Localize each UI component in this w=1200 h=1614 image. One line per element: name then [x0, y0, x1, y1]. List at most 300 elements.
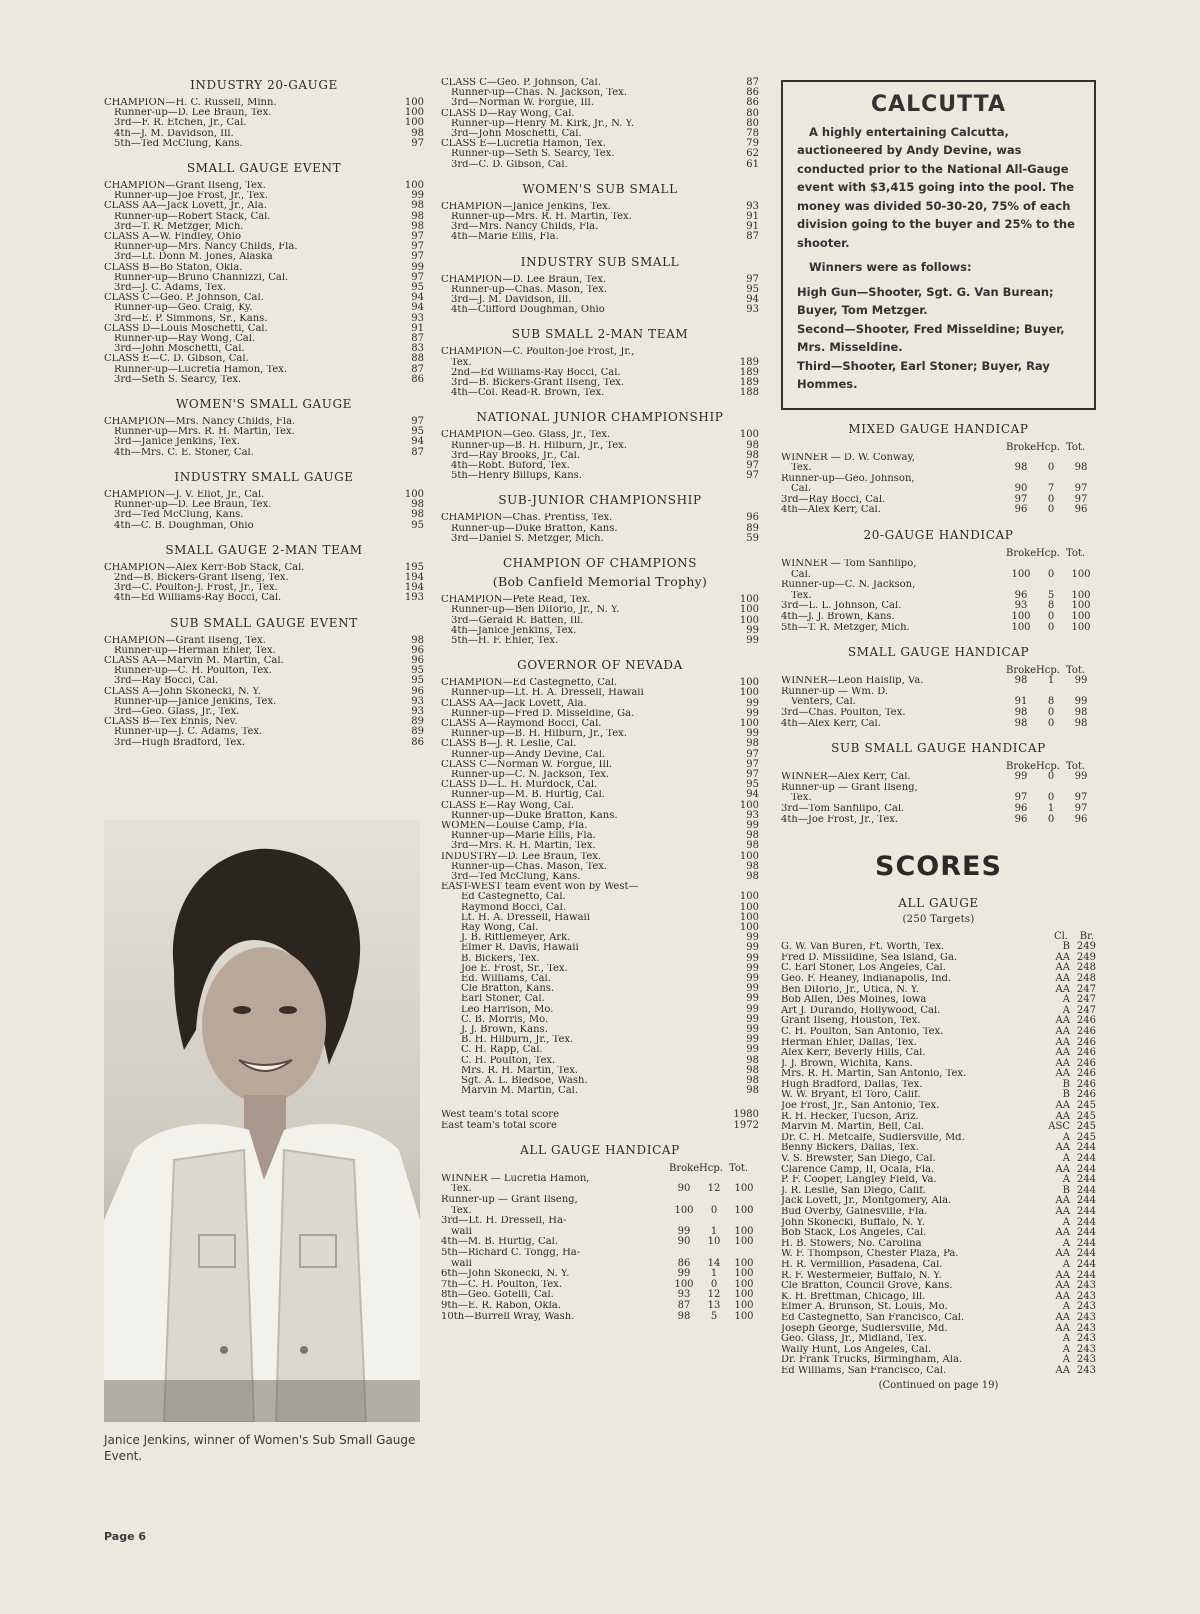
result-name: CLASS AA—Jack Lovett, Jr., Ala. [104, 201, 267, 212]
result-row [441, 232, 759, 242]
handicap-value: 100 [1011, 611, 1031, 623]
result-score: 98 [411, 499, 424, 511]
result-name: 2nd—B. Bickers-Grant Ilseng, Tex. [114, 572, 289, 583]
score-broke: 243 [1076, 1311, 1096, 1323]
result-score: 97 [411, 251, 424, 263]
score-name: J. J. Brown, Wichita, Kans. [781, 1058, 913, 1069]
result-name: EAST-WEST team event won by West— [441, 882, 639, 893]
result-row [104, 437, 424, 447]
result-row [441, 954, 759, 964]
result-row [104, 212, 424, 222]
result-row [441, 964, 759, 974]
result-name: Runner-up—Mrs. R. H. Martin, Tex. [451, 212, 632, 223]
result-score: 87 [411, 446, 424, 458]
result-row [441, 831, 759, 841]
score-class: A [1062, 994, 1070, 1006]
result-score: 87 [746, 77, 759, 88]
handicap-row [781, 804, 1096, 815]
handicap-value: 100 [734, 1310, 754, 1322]
result-row [441, 790, 759, 800]
score-class: AA [1055, 1142, 1070, 1154]
result-row [104, 263, 424, 273]
result-score: 94 [746, 294, 759, 306]
handicap-value: 100 [674, 1204, 694, 1216]
result-row [104, 293, 424, 303]
handicap-value: 0 [1047, 771, 1055, 783]
result-row [441, 923, 759, 933]
handicap-value: 97 [1074, 792, 1088, 804]
score-broke: 244 [1076, 1184, 1096, 1196]
result-name: C. B. Morris, Mo. [461, 1014, 549, 1025]
score-name: V. S. Brewster, San Diego, Cal. [781, 1154, 936, 1165]
score-row [781, 1281, 1096, 1292]
result-score: 97 [746, 768, 759, 780]
score-name: H. R. Vermillion, Pasadena, Cal. [781, 1259, 943, 1270]
score-name: Elmer A. Brunson, St. Louis, Mo. [781, 1302, 948, 1313]
handicap-value: 99 [1014, 771, 1028, 783]
result-row [441, 605, 759, 615]
result-row [441, 524, 759, 534]
handicap-name: 3rd—Lt. H. Dressell, Ha- [441, 1216, 567, 1227]
section-heading: SMALL GAUGE EVENT [186, 161, 342, 176]
score-row [781, 985, 1096, 996]
score-row [781, 1080, 1096, 1091]
result-score: 97 [411, 137, 424, 149]
calcutta-line-2: Second—Shooter, Fred Misseldine; Buyer, Mrs. Misseldine. [797, 321, 1065, 354]
score-broke: 244 [1076, 1258, 1096, 1270]
scores-subtitle: ALL GAUGE [898, 896, 979, 911]
result-score: 99 [746, 1024, 759, 1036]
result-row [441, 275, 759, 285]
handicap-name: 3rd—Chas. Poulton, Tex. [781, 708, 906, 718]
handicap-value: 98 [677, 1310, 691, 1322]
handicap-name: 4th—M. B. Hurtig, Cal. [441, 1237, 559, 1248]
score-broke: 243 [1076, 1343, 1096, 1355]
handicap-value: 0 [1047, 792, 1055, 804]
handicap-heading: ALL GAUGE HANDICAP [520, 1142, 680, 1157]
result-name: CHAMPION—H. C. Russell, Minn. [104, 98, 277, 108]
score-name: W. W. Bryant, El Toro, Calif. [781, 1090, 921, 1101]
handicap-name: WINNER — Lucretia Hamon, [441, 1173, 590, 1184]
handicap-value: 97 [1074, 493, 1088, 505]
handicap-name: Runner-up—Geo. Johnson, [781, 473, 915, 484]
result-name: 3rd—C. Poulton-J. Frost, Jr., Tex. [114, 583, 278, 594]
score-name: Bob Allen, Des Moines, Iowa [781, 995, 927, 1006]
score-class: AA [1055, 1364, 1070, 1376]
result-score: 100 [404, 117, 424, 129]
score-class: AA [1055, 1047, 1070, 1059]
result-name: Runner-up—M. B. Hurtig, Cal. [451, 790, 605, 801]
result-name: 3rd—J. M. Davidson, Ill. [451, 295, 572, 306]
handicap-name: waii [451, 1258, 472, 1269]
result-name: 3rd—C. D. Gibson, Cal. [451, 159, 568, 170]
score-name: K. H. Brettman, Chicago, Ill. [781, 1291, 926, 1302]
score-row [781, 1186, 1096, 1197]
result-name: Ed Castegnetto, Cal. [461, 892, 566, 903]
handicap-value [699, 1248, 729, 1259]
score-row [781, 1016, 1096, 1027]
result-name: 3rd—T. R. Metzger, Mich. [114, 221, 244, 232]
result-row [441, 1086, 759, 1096]
handicap-value: 100 [674, 1278, 694, 1290]
result-name: Runner-up—Chas. Mason, Tex. [451, 284, 608, 295]
result-row [441, 534, 759, 544]
result-name: CLASS D—Louis Moschetti, Cal. [104, 323, 268, 334]
result-name: Runner-up—Duke Bratton, Kans. [451, 810, 618, 821]
score-broke: 247 [1076, 983, 1096, 995]
result-name: 5th—Ted McClung, Kans. [114, 138, 243, 149]
scores-list [781, 942, 1096, 1376]
handicap-name: Runner-up — Wm. D. [781, 686, 889, 697]
result-row [104, 314, 424, 324]
score-name: John Skonecki, Buffalo, N. Y. [781, 1217, 925, 1228]
score-broke: 244 [1076, 1227, 1096, 1239]
result-row [441, 461, 759, 471]
handicap-sections [781, 422, 1096, 826]
calcutta-paragraph: A highly entertaining Calcutta, auctioneered by Andy Devine, was conducted prior to the National All-Gauge event with $3,415 going into the pool. The money was divided 50-30-20, 75% of each division going to the buyer and 25% to the shooter. [797, 124, 1075, 250]
result-score: 94 [411, 292, 424, 304]
result-name: J. B. Rittlemeyer, Ark. [461, 933, 571, 944]
score-broke: 243 [1076, 1322, 1096, 1334]
handicap-row [441, 1184, 759, 1195]
score-name: R. F. Westermeier, Buffalo, N. Y. [781, 1270, 942, 1281]
handicap-value: 90 [677, 1183, 691, 1195]
handicap-value: 14 [707, 1257, 721, 1269]
handicap-column-header [781, 442, 1096, 453]
score-broke: 246 [1076, 1025, 1096, 1037]
handicap-col-label: Broke [1006, 761, 1037, 773]
handicap-value: 93 [1014, 600, 1028, 612]
score-class: AA [1055, 1206, 1070, 1217]
handicap-value: 8 [1047, 696, 1055, 708]
result-row [441, 903, 759, 913]
score-name: Herman Ehler, Dallas, Tex. [781, 1037, 917, 1048]
score-class: AA [1055, 962, 1070, 974]
handicap-name: 3rd—Tom Sanfilipo, Cal. [781, 803, 905, 814]
result-row [441, 636, 759, 646]
result-row [104, 427, 424, 437]
result-name: CHAMPION—C. Poulton-Joe Frost, Jr., [441, 347, 635, 358]
handicap-name: 8th—Geo. Gotelli, Cal. [441, 1290, 554, 1301]
handicap-name: 7th—C. H. Poulton, Tex. [441, 1279, 563, 1290]
handicap-value [669, 1248, 699, 1259]
result-row [441, 471, 759, 481]
score-broke: 249 [1076, 941, 1096, 953]
score-name: G. W. Van Buren, Ft. Worth, Tex. [781, 942, 945, 953]
score-broke: 246 [1076, 1036, 1096, 1048]
team-total-score: 1980 [733, 1109, 759, 1121]
handicap-value: 10 [707, 1236, 721, 1248]
result-row [441, 441, 759, 451]
scores-title: SCORES [875, 851, 1002, 883]
result-score: 98 [746, 439, 759, 451]
score-broke: 248 [1076, 962, 1096, 974]
score-class: A [1062, 1004, 1070, 1016]
result-score: 96 [411, 685, 424, 697]
result-name: 4th—J. M. Davidson, Ill. [114, 128, 234, 139]
handicap-value: 100 [734, 1299, 754, 1311]
score-class: A [1062, 1153, 1070, 1165]
handicap-name: 9th—E. R. Rabon, Okla. [441, 1300, 561, 1311]
handicap-value: 97 [1074, 802, 1088, 814]
handicap-col-label: Hcp. [1036, 548, 1060, 560]
result-name: Runner-up—Seth S. Searcy, Tex. [451, 149, 615, 160]
handicap-name: Tex. [451, 1205, 472, 1216]
result-name: Sgt. A. L. Bledsoe, Wash. [461, 1076, 588, 1087]
score-row [781, 1366, 1096, 1377]
score-class: AA [1055, 1248, 1070, 1260]
score-class: A [1062, 1131, 1070, 1143]
scores-col-class: Cl. [1053, 931, 1068, 943]
result-name: Leo Harrison, Mo. [461, 1004, 554, 1015]
handicap-col-label: Hcp. [1036, 761, 1060, 773]
result-score: 98 [411, 127, 424, 139]
score-broke: 247 [1076, 994, 1096, 1006]
score-row [781, 1101, 1096, 1112]
result-score: 189 [739, 366, 759, 378]
score-row [781, 1271, 1096, 1282]
handicap-row [441, 1237, 759, 1248]
score-broke: 244 [1076, 1153, 1096, 1165]
calcutta-winners-intro: Winners were as follows: [809, 260, 972, 274]
result-score: 98 [411, 509, 424, 521]
result-name: 3rd—Daniel S. Metzger, Mich. [451, 533, 604, 544]
score-row [781, 1133, 1096, 1144]
result-score: 98 [746, 1075, 759, 1087]
result-name: CHAMPION—Grant Ilseng, Tex. [104, 181, 266, 192]
result-score: 100 [739, 901, 759, 913]
result-row [441, 295, 759, 305]
handicap-value: 96 [1074, 504, 1088, 516]
handicap-name: 4th—Joe Frost, Jr., Tex. [781, 814, 899, 825]
handicap-value: 100 [1071, 589, 1091, 601]
score-broke: 244 [1076, 1142, 1096, 1154]
result-score: 91 [411, 322, 424, 334]
handicap-value: 100 [1071, 568, 1091, 580]
score-row [781, 1207, 1096, 1218]
result-score: 98 [746, 830, 759, 842]
score-broke: 249 [1076, 951, 1096, 963]
result-name: CHAMPION—J. V. Eliot, Jr., Cal. [104, 489, 265, 500]
score-row [781, 1006, 1096, 1017]
handicap-value: 5 [710, 1310, 718, 1322]
result-name: 3rd—John Moschetti, Cal. [114, 344, 245, 355]
score-name: Bud Overby, Gainesville, Fla. [781, 1207, 928, 1217]
page-number: Page 6 [104, 1530, 147, 1543]
handicap-col-label: Tot. [1066, 548, 1086, 560]
handicap-value: 1 [710, 1268, 718, 1280]
handicap-name: WINNER—Alex Kerr, Cal. [781, 772, 911, 783]
handicap-value: 96 [1074, 813, 1088, 825]
handicap-column-header [441, 1163, 759, 1174]
result-row [104, 448, 424, 458]
result-score: 189 [739, 377, 759, 389]
result-row [104, 646, 424, 656]
result-score: 93 [746, 200, 759, 212]
score-class: ASC [1048, 1121, 1070, 1133]
handicap-value: 96 [1014, 504, 1028, 516]
result-name: CHAMPION—Alex Kerr-Bob Stack, Cal. [104, 562, 305, 573]
handicap-value: 98 [1014, 675, 1028, 687]
column-b [441, 78, 759, 1322]
score-class: AA [1055, 1057, 1070, 1069]
column-a [104, 78, 424, 748]
score-class: AA [1055, 1280, 1070, 1292]
handicap-value: 98 [1074, 462, 1088, 474]
score-broke: 243 [1076, 1280, 1096, 1292]
handicap-row [441, 1248, 759, 1259]
handicap-heading: 20-GAUGE HANDICAP [863, 528, 1014, 543]
result-name: 3rd—J. C. Adams, Tex. [114, 283, 226, 294]
portrait-image [104, 820, 420, 1422]
handicap-name: waii [451, 1226, 472, 1237]
result-score: 98 [746, 1054, 759, 1066]
handicap-value: 12 [707, 1183, 721, 1195]
score-class: AA [1055, 1036, 1070, 1048]
result-score: 100 [739, 717, 759, 729]
score-name: Mrs. R. H. Martin, San Antonio, Tex. [781, 1069, 967, 1080]
score-name: Clarence Camp, II, Ocala, Fla. [781, 1164, 935, 1175]
score-row [781, 953, 1096, 964]
handicap-name: Venters, Cal. [791, 697, 856, 708]
result-name: 3rd—Ray Brooks, Jr., Cal. [451, 450, 581, 461]
score-class: AA [1055, 1311, 1070, 1323]
result-name: Marvin M. Martin, Cal. [461, 1086, 579, 1097]
result-name: J. J. Brown, Kans. [461, 1025, 548, 1036]
result-row [104, 583, 424, 593]
result-score: 59 [746, 532, 759, 544]
score-row [781, 1334, 1096, 1345]
result-row [441, 913, 759, 923]
score-broke: 246 [1076, 1015, 1096, 1027]
result-name: 3rd—Norman W. Forgue, Ill. [451, 98, 594, 109]
result-row [441, 1035, 759, 1045]
result-name: Runner-up—D. Lee Braun, Tex. [114, 108, 272, 119]
result-name: Runner-up—Chas. Mason, Tex. [451, 861, 608, 872]
result-name: 3rd—Ray Bocci, Cal. [114, 676, 219, 687]
handicap-name: 4th—J. J. Brown, Kans. [781, 612, 895, 623]
handicap-name: 10th—Burrell Wray, Wash. [441, 1311, 575, 1322]
result-name: C. H. Rapp, Cal. [461, 1045, 543, 1056]
result-row [104, 593, 424, 603]
result-score: 95 [746, 779, 759, 791]
result-row [441, 688, 759, 698]
result-row [104, 573, 424, 583]
result-name: CLASS C—Geo. P. Johnson, Cal. [104, 293, 264, 304]
result-row [441, 678, 759, 688]
handicap-value: 100 [734, 1204, 754, 1216]
score-row [781, 1324, 1096, 1335]
result-score: 86 [746, 87, 759, 99]
result-row [441, 892, 759, 902]
result-row [104, 707, 424, 717]
handicap-heading: MIXED GAUGE HANDICAP [848, 421, 1029, 436]
result-name: CLASS C—Geo. P. Johnson, Cal. [441, 78, 601, 88]
result-score: 99 [746, 697, 759, 709]
score-row [781, 974, 1096, 985]
result-name: Runner-up—Ray Wong, Cal. [114, 334, 256, 345]
result-score: 87 [411, 333, 424, 345]
result-name: Runner-up—Henry M. Kirk, Jr., N. Y. [451, 118, 635, 129]
result-name: 3rd—Mrs. Nancy Childs, Fla. [451, 222, 599, 233]
result-row [104, 738, 424, 748]
score-name: Alex Kerr, Beverly Hills, Cal. [781, 1048, 926, 1059]
result-score: 100 [739, 921, 759, 933]
result-row [104, 273, 424, 283]
result-row [441, 709, 759, 719]
handicap-name: Tex. [791, 590, 812, 601]
calcutta-title: CALCUTTA [870, 92, 1007, 117]
result-row [441, 305, 759, 315]
handicap-row [441, 1206, 759, 1217]
result-name: Runner-up—Lt. H. A. Dressell, Hawaii [451, 688, 644, 699]
score-class: AA [1055, 1322, 1070, 1334]
result-row [441, 760, 759, 770]
result-row [441, 780, 759, 790]
score-broke: 246 [1076, 1047, 1096, 1059]
result-score: 188 [739, 387, 759, 399]
handicap-col-label: Broke [1006, 441, 1037, 453]
handicap-name: 5th—Richard C. Tongg, Ha- [441, 1248, 581, 1258]
handicap-name: Runner-up—C. N. Jackson, [781, 580, 916, 591]
handicap-name: 5th—T. R. Metzger, Mich. [781, 622, 910, 633]
result-name: B. H. Hilburn, Jr., Tex. [461, 1035, 574, 1046]
handicap-value: 100 [734, 1268, 754, 1280]
result-row [441, 750, 759, 760]
score-row [781, 942, 1096, 953]
score-class: AA [1055, 1110, 1070, 1122]
score-broke: 244 [1076, 1174, 1096, 1186]
result-row [441, 801, 759, 811]
result-score: 86 [746, 97, 759, 109]
score-row [781, 1196, 1096, 1207]
result-row [104, 201, 424, 211]
result-score: 99 [746, 962, 759, 974]
result-name: CHAMPION—Geo. Glass, Jr., Tex. [441, 430, 611, 441]
result-row [441, 212, 759, 222]
handicap-value: 99 [677, 1225, 691, 1237]
handicap-value: 97 [1014, 792, 1028, 804]
result-score: 98 [746, 738, 759, 750]
handicap-row [441, 1312, 759, 1323]
handicap-value: 0 [710, 1204, 718, 1216]
result-row [441, 872, 759, 882]
handicap-value: 98 [1074, 707, 1088, 718]
result-score: 93 [411, 695, 424, 707]
result-row [104, 417, 424, 427]
score-class: A [1062, 1237, 1070, 1249]
result-score: 87 [746, 231, 759, 243]
handicap-value [729, 1248, 759, 1259]
section-heading: SUB-JUNIOR CHAMPIONSHIP [498, 493, 702, 508]
result-row [441, 943, 759, 953]
section-heading: WOMEN'S SMALL GAUGE [175, 397, 353, 412]
score-name: W. F. Thompson, Chester Plaza, Pa. [781, 1249, 959, 1260]
result-score: 80 [746, 117, 759, 129]
result-name: Runner-up—C. N. Jackson, Tex. [451, 769, 610, 780]
result-name: 4th—Ed Williams-Ray Bocci, Cal. [114, 593, 282, 604]
result-row [104, 676, 424, 686]
score-name: Ed Castegnetto, San Francisco, Cal. [781, 1312, 965, 1323]
result-score: 94 [411, 436, 424, 448]
score-name: Dr. Frank Trucks, Birmingham, Ala. [781, 1355, 963, 1366]
result-score: 83 [411, 343, 424, 355]
score-broke: 244 [1076, 1216, 1096, 1228]
result-name: 3rd—Gerald R. Batten, Ill. [451, 615, 584, 626]
handicap-value: 96 [1014, 589, 1028, 601]
result-row [441, 78, 759, 88]
result-score: 100 [739, 687, 759, 699]
